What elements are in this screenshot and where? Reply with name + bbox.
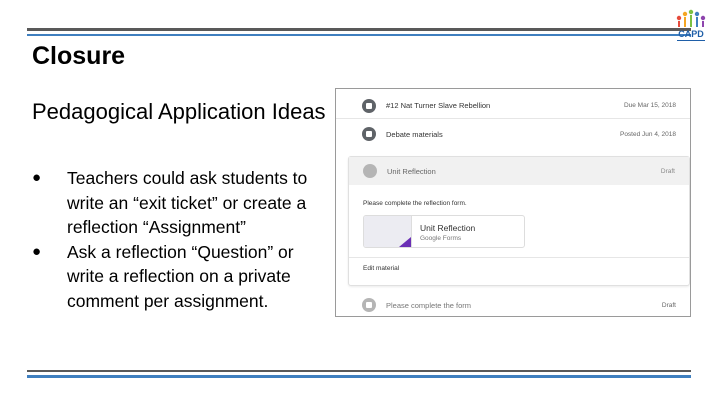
card-divider: [349, 257, 689, 258]
classroom-screenshot: [335, 88, 691, 317]
bullet-item: [32, 240, 332, 314]
classwork-title: Please complete the form: [386, 300, 472, 310]
bullet-list: [32, 166, 332, 313]
expanded-material-card[interactable]: [348, 156, 690, 286]
material-icon: [362, 127, 376, 141]
classwork-date: Posted Jun 4, 2018: [619, 130, 676, 138]
draft-status: Draft: [660, 167, 675, 175]
expanded-card-title: Unit Reflection: [387, 166, 436, 176]
bottom-rule-dark: [27, 370, 691, 372]
capd-logo: [668, 5, 714, 45]
bullet-dot: ●: [32, 169, 42, 186]
attachment-type: Google Forms: [420, 235, 462, 242]
material-icon: [363, 164, 377, 178]
top-rule-blue: [27, 34, 691, 36]
bullet-item: [32, 166, 332, 240]
assignment-icon: [362, 99, 376, 113]
classwork-row[interactable]: [336, 93, 690, 119]
form-thumbnail: [364, 216, 412, 247]
attachment-title: Unit Reflection: [420, 223, 476, 233]
slide-subtitle: Pedagogical Application Ideas: [32, 99, 326, 124]
expanded-card-header[interactable]: [349, 157, 689, 185]
card-instructions: Please complete the reflection form.: [363, 200, 467, 207]
bullet-text: Ask a reflection “Question” or write a reflection on a private comment per assignment.: [67, 241, 294, 311]
classwork-date: Due Mar 15, 2018: [623, 102, 676, 109]
draft-status: Draft: [661, 301, 676, 309]
classwork-title: Debate materials: [386, 129, 443, 139]
forms-corner-icon: [399, 237, 411, 247]
logo-text: CAPD: [678, 29, 704, 39]
question-icon: [362, 298, 376, 312]
slide-title: Closure: [32, 42, 126, 70]
bottom-rule-blue: [27, 375, 691, 378]
bullet-text: Teachers could ask students to write an “exit ticket” or create a reflection “Assignment”: [67, 168, 308, 237]
classwork-title: #12 Nat Turner Slave Rebellion: [386, 101, 491, 110]
bullet-dot: ●: [32, 242, 42, 260]
top-rule-dark: [27, 28, 691, 31]
google-form-attachment[interactable]: [363, 215, 525, 248]
classwork-row[interactable]: [336, 121, 690, 147]
edit-material-link[interactable]: Edit material: [363, 265, 400, 272]
classwork-row[interactable]: [336, 292, 690, 317]
